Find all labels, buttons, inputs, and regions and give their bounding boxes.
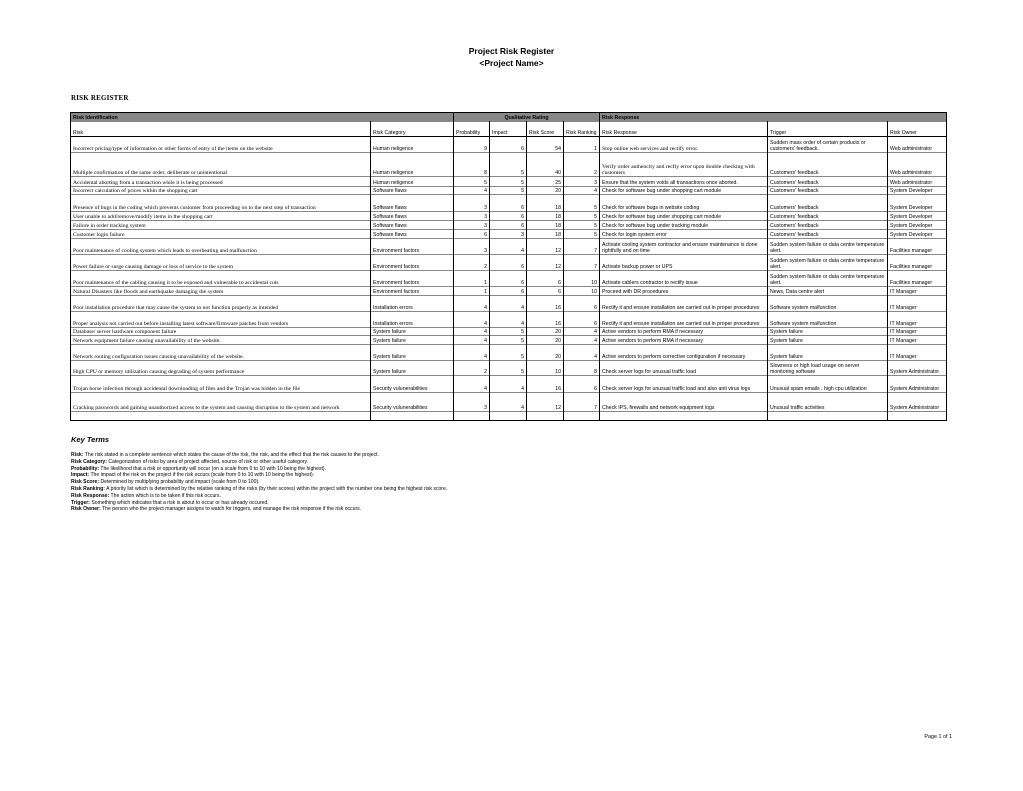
cell-probability: 8 <box>454 153 490 177</box>
cell-risk-score: 16 <box>527 312 564 328</box>
cell-risk-category: Security vulunerabilities <box>371 393 454 412</box>
cell-probability: 3 <box>454 212 490 221</box>
cell-empty <box>888 412 947 421</box>
col-probability: Probability <box>454 122 490 137</box>
cell-risk-response: Stop online web services and rectify error. <box>600 137 768 153</box>
table-row <box>71 212 947 221</box>
cell-risk-score: 18 <box>527 230 564 239</box>
cell-risk-response: Check server logs for unusual traffic load <box>600 361 768 376</box>
cell-risk-owner: System Administrator <box>888 393 947 412</box>
key-term-definition: Something which indicates that a risk is about to occur or has already occured. <box>89 499 269 506</box>
cell-risk: Network routing configuration issues causing unavailability of the website. <box>71 345 371 361</box>
cell-risk-category: System failure <box>371 328 454 336</box>
table-row <box>71 393 947 412</box>
cell-risk: Customer login failure <box>71 230 371 239</box>
project-name: <Project Name> <box>479 58 544 68</box>
cell-risk-ranking: 7 <box>564 255 600 271</box>
cell-risk-category: Software flaws <box>371 195 454 212</box>
table-row <box>71 195 947 212</box>
cell-impact: 5 <box>490 153 527 177</box>
cell-risk-category: System failure <box>371 336 454 345</box>
cell-risk: User unable to add/remove/modify items in the shopping cart <box>71 212 371 221</box>
col-risk-ranking: Risk Ranking <box>564 122 600 137</box>
cell-risk-ranking: 10 <box>564 271 600 287</box>
cell-empty <box>600 412 768 421</box>
cell-risk: Natural Disasters like floods and earthquake damaging the system <box>71 287 371 296</box>
cell-risk-response: Rectify it and ensure installation are carried out in proper procedures <box>600 312 768 328</box>
cell-impact: 6 <box>490 271 527 287</box>
cell-risk-ranking: 1 <box>564 137 600 153</box>
cell-risk-owner: System Administrator <box>888 376 947 393</box>
cell-risk-response: Check server logs for unusual traffic load and also anti virus logs <box>600 376 768 393</box>
table-row <box>71 221 947 230</box>
key-term-definition: A priority list which is determined by the relative ranking of the risks (by their scores) within the project with the number one being the highest risk score. <box>104 485 448 492</box>
cell-risk-category: Environment factors <box>371 271 454 287</box>
key-term-definition: The risk stated in a complete sentence which states the cause of the risk, the risk, and the effect that the risk causes to the project. <box>83 452 379 458</box>
cell-risk-ranking: 4 <box>564 187 600 195</box>
cell-risk-category: Security vulunerabilities <box>371 376 454 393</box>
cell-risk-score: 16 <box>527 376 564 393</box>
cell-risk: Incorrect calculation of prices within the shopping cart <box>71 187 371 195</box>
key-term-item <box>71 486 451 493</box>
cell-risk-score: 18 <box>527 195 564 212</box>
table-row <box>71 187 947 195</box>
key-term-label: Risk Ranking: <box>71 485 105 492</box>
group-risk-identification: Risk Identification <box>71 113 454 122</box>
table-row <box>71 271 947 287</box>
cell-risk-category: Installation errors <box>371 312 454 328</box>
cell-risk-ranking: 7 <box>564 239 600 255</box>
cell-risk-score: 18 <box>527 212 564 221</box>
cell-impact: 5 <box>490 336 527 345</box>
cell-risk-ranking: 5 <box>564 221 600 230</box>
key-term-definition: The likelihood that a risk or opportunity will occur (on a scale from 0 to 10 with 10 being the highest). <box>99 465 327 472</box>
cell-risk-owner: Facilities manager <box>888 271 947 287</box>
cell-probability: 4 <box>454 312 490 328</box>
cell-risk-ranking: 4 <box>564 345 600 361</box>
cell-impact: 4 <box>490 393 527 412</box>
key-term-label: Risk Response: <box>71 492 110 499</box>
cell-trigger: Customers' feedback <box>768 212 888 221</box>
cell-risk-owner: IT Manager <box>888 287 947 296</box>
cell-risk-response: Activate backup power or UPS <box>600 255 768 271</box>
cell-risk-owner: System Developer <box>888 221 947 230</box>
cell-probability: 3 <box>454 221 490 230</box>
cell-risk-owner: System Developer <box>888 230 947 239</box>
cell-risk-category: Human neligence <box>371 137 454 153</box>
cell-risk-ranking: 8 <box>564 361 600 376</box>
cell-risk-owner: IT Manager <box>888 345 947 361</box>
table-row <box>71 287 947 296</box>
cell-risk-category: Environment factors <box>371 255 454 271</box>
cell-risk-category: Software flaws <box>371 212 454 221</box>
cell-risk-score: 20 <box>527 345 564 361</box>
cell-risk-ranking: 4 <box>564 336 600 345</box>
cell-trigger: Customers' feedback <box>768 221 888 230</box>
cell-risk-owner: Facilities manager <box>888 239 947 255</box>
cell-trigger: Customers' feedback <box>768 187 888 195</box>
risk-register-table <box>70 112 947 421</box>
cell-trigger: Software system malfunction <box>768 296 888 312</box>
cell-risk-score: 18 <box>527 221 564 230</box>
cell-risk-owner: Web administrator <box>888 137 947 153</box>
col-risk-category: Risk Category <box>371 122 454 137</box>
group-header-row <box>71 113 947 122</box>
cell-risk-response: Activate cablers contractor to rectify issue <box>600 271 768 287</box>
cell-risk-response: Verify order authencity and recfiy error upon double checking with customers <box>600 153 768 177</box>
cell-probability: 1 <box>454 271 490 287</box>
cell-trigger: Unusual traffic activities <box>768 393 888 412</box>
cell-risk-score: 25 <box>527 177 564 187</box>
key-term-item <box>71 479 451 486</box>
cell-trigger: Sudden system failure or data centre temperature alert. <box>768 239 888 255</box>
cell-risk: Poor maintenance of cooling system which leads to overheating and malfunction <box>71 239 371 255</box>
cell-trigger: System failure <box>768 345 888 361</box>
cell-probability: 4 <box>454 328 490 336</box>
cell-risk-ranking: 5 <box>564 195 600 212</box>
cell-risk-ranking: 5 <box>564 230 600 239</box>
cell-probability: 4 <box>454 187 490 195</box>
key-terms-heading: Key Terms <box>71 435 110 444</box>
cell-risk: High CPU or memory utilization causing degrading of system performance <box>71 361 371 376</box>
cell-risk: Accidental aborting from a transaction while it is being processed <box>71 177 371 187</box>
key-term-label: Impact: <box>71 472 90 479</box>
table-row <box>71 361 947 376</box>
cell-risk-response: Check for software bug under shopping cart module <box>600 187 768 195</box>
cell-risk-category: System failure <box>371 361 454 376</box>
cell-risk-score: 40 <box>527 153 564 177</box>
table-row-empty <box>71 412 947 421</box>
cell-risk-score: 20 <box>527 328 564 336</box>
page-number: Page 1 of 1 <box>924 734 952 740</box>
cell-trigger: Slowness or high load usage on server monitoring software <box>768 361 888 376</box>
cell-risk-ranking: 7 <box>564 393 600 412</box>
key-term-item <box>71 506 451 513</box>
cell-probability: 4 <box>454 336 490 345</box>
cell-trigger: Customers' feedback <box>768 153 888 177</box>
cell-trigger: Sudden system failure or data centre temperature alert. <box>768 271 888 287</box>
cell-probability: 2 <box>454 255 490 271</box>
table-row <box>71 312 947 328</box>
cell-risk-score: 12 <box>527 393 564 412</box>
key-term-definition: Determined by multiplying probability and impact (scale from 0 to 100). <box>99 479 260 486</box>
cell-risk: Database/ server hardware component failure <box>71 328 371 336</box>
cell-empty <box>371 412 454 421</box>
cell-impact: 6 <box>490 137 527 153</box>
cell-risk-category: Installation errors <box>371 296 454 312</box>
cell-trigger: Software system malfunction <box>768 312 888 328</box>
cell-risk-score: 54 <box>527 137 564 153</box>
cell-risk-response: Proceed with DR procedures <box>600 287 768 296</box>
cell-risk-category: Human neligence <box>371 153 454 177</box>
key-term-item <box>71 493 451 500</box>
cell-risk-response: Check for software bug under shopping cart module <box>600 212 768 221</box>
key-term-label: Probability: <box>71 465 100 472</box>
cell-risk-owner: Web administrator <box>888 177 947 187</box>
cell-risk-owner: IT Manager <box>888 312 947 328</box>
cell-risk-response: Check IPS, firewalls and network equipment logs <box>600 393 768 412</box>
key-term-label: Risk: <box>71 452 84 458</box>
cell-risk-ranking: 6 <box>564 376 600 393</box>
cell-risk-category: Software flaws <box>371 187 454 195</box>
cell-probability: 4 <box>454 376 490 393</box>
cell-risk-response: Rectify it and ensure installation are carried out in proper procedures <box>600 296 768 312</box>
cell-risk: Trojan horse infection through accidental downloading of files and the Trojan was hidden in the file <box>71 376 371 393</box>
cell-impact: 5 <box>490 328 527 336</box>
key-term-item <box>71 452 451 459</box>
cell-risk-category: Environment factors <box>371 287 454 296</box>
key-term-label: Trigger: <box>71 499 90 506</box>
cell-risk-score: 16 <box>527 296 564 312</box>
table-row <box>71 230 947 239</box>
column-header-row <box>71 122 947 137</box>
cell-risk-owner: Web administrator <box>888 153 947 177</box>
cell-probability: 5 <box>454 177 490 187</box>
cell-risk-owner: IT Manager <box>888 336 947 345</box>
col-impact: Impact <box>490 122 527 137</box>
cell-probability: 3 <box>454 239 490 255</box>
col-trigger: Trigger <box>768 122 888 137</box>
cell-risk-owner: System Developer <box>888 212 947 221</box>
cell-risk-category: Human neligence <box>371 177 454 187</box>
cell-impact: 6 <box>490 287 527 296</box>
cell-risk-category: System failure <box>371 345 454 361</box>
document-title: Project Risk Register <box>468 46 555 56</box>
cell-risk-owner: IT Manager <box>888 296 947 312</box>
cell-impact: 4 <box>490 296 527 312</box>
cell-probability: 4 <box>454 345 490 361</box>
cell-impact: 5 <box>490 345 527 361</box>
cell-risk-response: Ensure that the system voids all transactions once aborted. <box>600 177 768 187</box>
cell-risk-score: 6 <box>527 271 564 287</box>
cell-impact: 5 <box>490 187 527 195</box>
cell-impact: 4 <box>490 312 527 328</box>
cell-risk-score: 12 <box>527 239 564 255</box>
cell-probability: 1 <box>454 287 490 296</box>
cell-trigger: Unusual spam emails , high cpu utilization <box>768 376 888 393</box>
key-term-definition: The action which is to be taken if this risk occurs. <box>109 492 221 499</box>
cell-impact: 5 <box>490 177 527 187</box>
cell-empty <box>454 412 490 421</box>
cell-risk-response: Active vendors to perform RMA if necessary <box>600 328 768 336</box>
table-row <box>71 255 947 271</box>
cell-risk-owner: System Administrator <box>888 361 947 376</box>
key-term-item <box>71 472 451 479</box>
cell-risk: Poor maintenance of the cabling causing it to be exposed and vulnerable to accidental cuts <box>71 271 371 287</box>
col-risk: Risk <box>71 122 371 137</box>
cell-risk-category: Environment factors <box>371 239 454 255</box>
table-row <box>71 296 947 312</box>
key-term-item <box>71 500 451 507</box>
cell-risk-response: Active vendors to perform corrective configuration if necessary <box>600 345 768 361</box>
col-risk-owner: Risk Owner <box>888 122 947 137</box>
cell-impact: 6 <box>490 255 527 271</box>
cell-risk-response: Check for software bug under tracking module <box>600 221 768 230</box>
cell-probability: 9 <box>454 137 490 153</box>
cell-risk-response: Activate cooling system contractor and ensure maintenance is done rightfully and on time <box>600 239 768 255</box>
table-row <box>71 345 947 361</box>
cell-empty <box>490 412 527 421</box>
table-row <box>71 153 947 177</box>
cell-risk-category: Software flaws <box>371 230 454 239</box>
cell-impact: 3 <box>490 230 527 239</box>
cell-risk-response: Check for login system error <box>600 230 768 239</box>
cell-risk: Presence of bugs in the coding which prevents customer from proceeding on to the next step of transaction <box>71 195 371 212</box>
cell-risk-ranking: 2 <box>564 153 600 177</box>
table-row <box>71 336 947 345</box>
cell-risk: Poor installation procedure that may cause the system to not function properly as intended <box>71 296 371 312</box>
key-term-definition: The person who the project manager assigns to watch for triggers, and manage the risk response if the risk occurs. <box>100 506 362 513</box>
cell-risk: Network equipment failure causing unavailability of the website. <box>71 336 371 345</box>
table-row <box>71 328 947 336</box>
cell-impact: 6 <box>490 212 527 221</box>
cell-risk-owner: IT Manager <box>888 328 947 336</box>
cell-risk-ranking: 5 <box>564 212 600 221</box>
cell-risk-score: 12 <box>527 255 564 271</box>
cell-trigger: Customers' feedback <box>768 177 888 187</box>
table-row <box>71 177 947 187</box>
col-risk-response: Risk Response <box>600 122 768 137</box>
cell-risk: Cracking passwords and gaining unauthorized access to the system and causing disruption to the system and network <box>71 393 371 412</box>
cell-risk-score: 10 <box>527 361 564 376</box>
group-qualitative-rating: Qualitative Rating <box>454 113 600 122</box>
table-row <box>71 137 947 153</box>
cell-trigger: Sudden system failure or data centre temperature alert. <box>768 255 888 271</box>
cell-risk: Power failure or surge causing damage or loss of service to the system <box>71 255 371 271</box>
cell-probability: 2 <box>454 361 490 376</box>
key-term-definition: The impact of the risk on the project if the risk occurs (scale from 0 to 10 with 10 being the highest). <box>89 472 315 479</box>
cell-trigger: News, Data centre alert <box>768 287 888 296</box>
cell-risk: Incorrect pricing/type of information or other forms of entry of the items on the website <box>71 137 371 153</box>
cell-probability: 3 <box>454 195 490 212</box>
cell-probability: 4 <box>454 296 490 312</box>
cell-risk-ranking: 6 <box>564 296 600 312</box>
key-terms-list <box>71 452 451 513</box>
cell-trigger: System failure <box>768 328 888 336</box>
cell-empty <box>768 412 888 421</box>
cell-trigger: Sudden mass order of certain products or customers' feedback. <box>768 137 888 153</box>
cell-trigger: System failure <box>768 336 888 345</box>
table-row <box>71 376 947 393</box>
key-term-label: Risk Owner: <box>71 506 101 513</box>
key-term-label: Risk Category: <box>71 458 107 465</box>
table-row <box>71 239 947 255</box>
cell-impact: 6 <box>490 195 527 212</box>
cell-trigger: Customers' feedback <box>768 195 888 212</box>
cell-impact: 5 <box>490 361 527 376</box>
cell-risk-owner: Facilities manager <box>888 255 947 271</box>
cell-risk: Failure in order tracking system <box>71 221 371 230</box>
cell-risk-score: 20 <box>527 187 564 195</box>
key-term-item <box>71 466 451 473</box>
cell-risk-ranking: 10 <box>564 287 600 296</box>
cell-empty <box>71 412 371 421</box>
cell-risk-ranking: 3 <box>564 177 600 187</box>
cell-risk-response: Active vendors to perform RMA if necessary <box>600 336 768 345</box>
group-risk-response: Risk Response <box>600 113 947 122</box>
key-term-label: Risk Score: <box>71 479 100 486</box>
cell-risk: Proper analysis not carried out before installing latest software/firmware patches from vendors <box>71 312 371 328</box>
cell-risk-response: Check for software bugs in website coding <box>600 195 768 212</box>
cell-risk-ranking: 6 <box>564 312 600 328</box>
key-term-item <box>71 459 451 466</box>
key-term-definition: Categorization of risks by area of project affected, source of risk or other useful category. <box>106 458 309 465</box>
cell-risk-ranking: 4 <box>564 328 600 336</box>
cell-trigger: Customers' feedback <box>768 230 888 239</box>
col-risk-score: Risk Score <box>527 122 564 137</box>
cell-risk-category: Software flaws <box>371 221 454 230</box>
cell-risk-score: 20 <box>527 336 564 345</box>
cell-probability: 3 <box>454 393 490 412</box>
cell-impact: 6 <box>490 221 527 230</box>
cell-risk-owner: System Developer <box>888 195 947 212</box>
cell-empty <box>527 412 564 421</box>
cell-probability: 6 <box>454 230 490 239</box>
cell-risk-score: 6 <box>527 287 564 296</box>
section-heading: RISK REGISTER <box>71 94 129 102</box>
cell-risk-owner: System Developer <box>888 187 947 195</box>
cell-impact: 4 <box>490 376 527 393</box>
cell-risk: Multiple confirmation of the same order, deliberate or unintentional <box>71 153 371 177</box>
cell-impact: 4 <box>490 239 527 255</box>
cell-empty <box>564 412 600 421</box>
